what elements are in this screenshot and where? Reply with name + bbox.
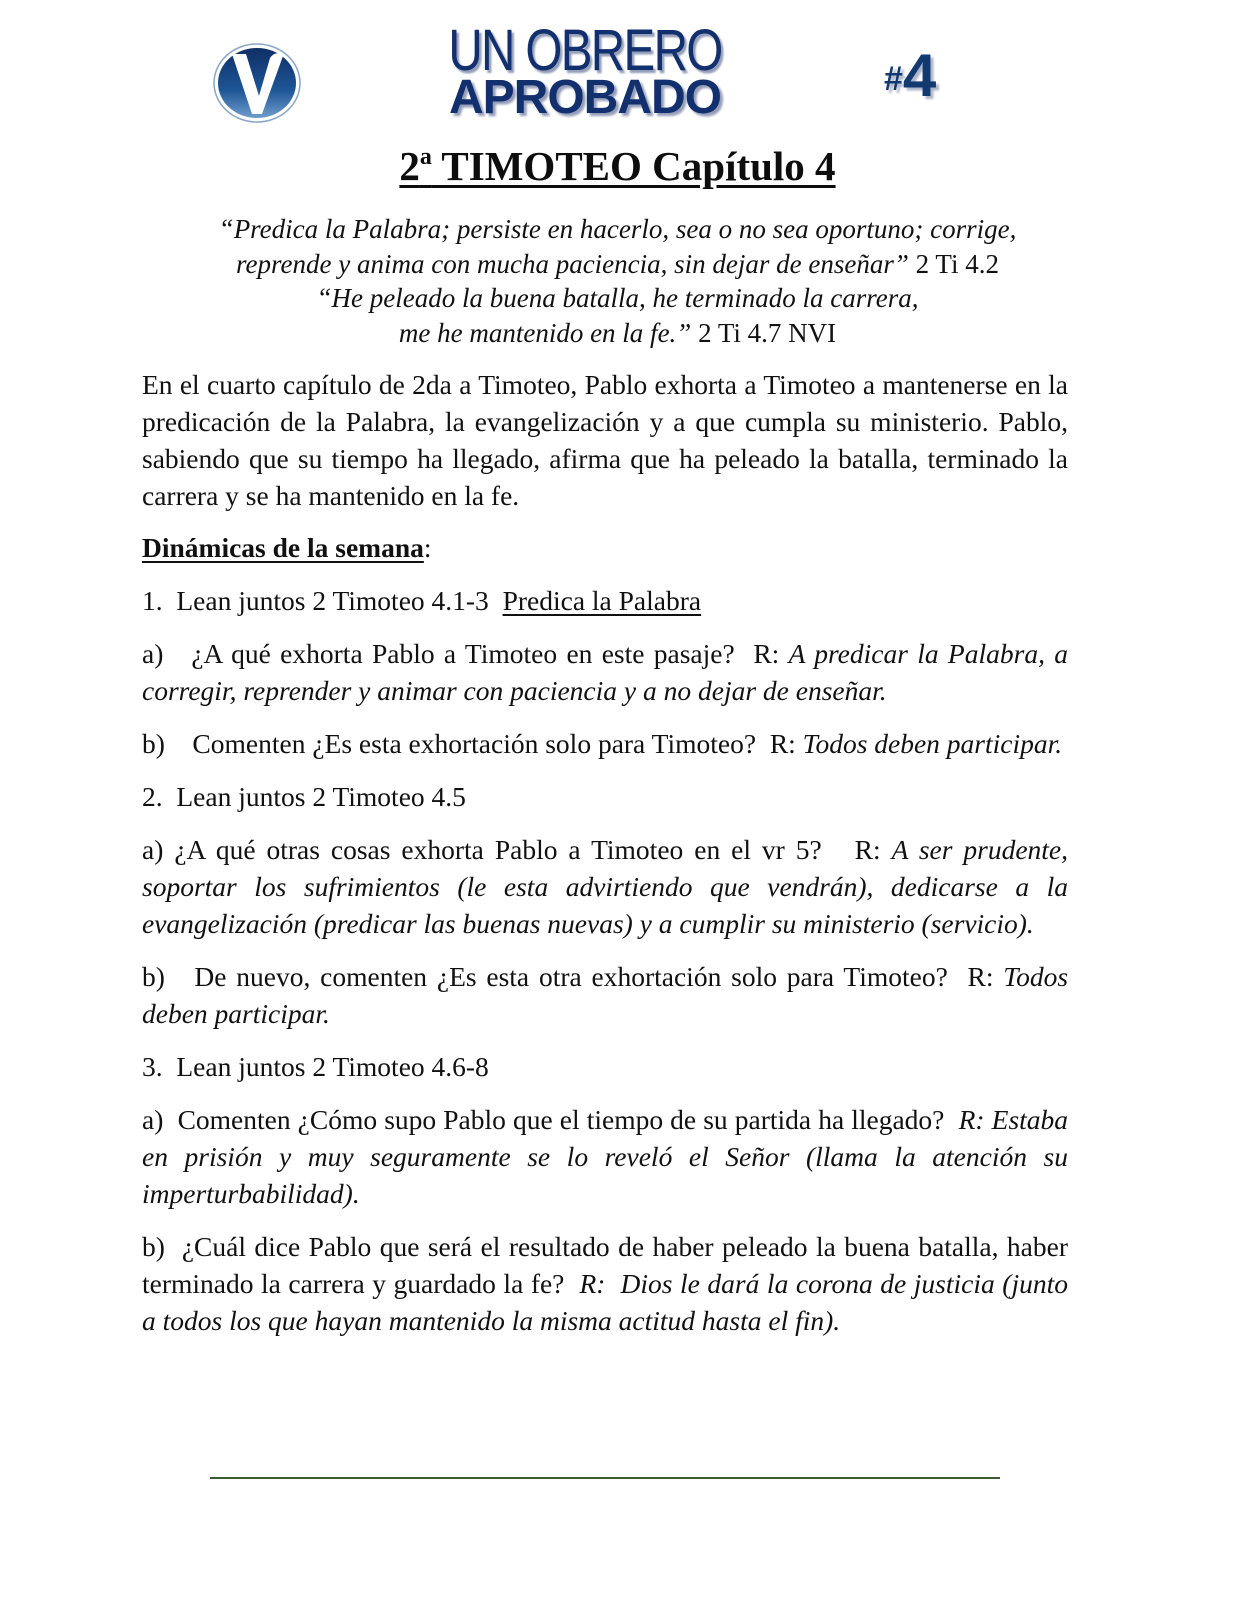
question-2b: [142, 958, 1068, 1032]
answer-text: A predicar la Palabra, a corregir, reprender y animar con paciencia y a no dejar de enseñar.: [142, 638, 1069, 706]
section-reading: Lean juntos 2 Timoteo 4.6-8: [176, 1051, 489, 1082]
question-text: Comenten ¿Cómo supo Pablo que el tiempo de su partida ha llegado?: [177, 1104, 945, 1135]
answer-text: Dios le dará la corona de justicia (junto a todos los que hayan mantenido la misma actitud hasta el fin).: [142, 1268, 1068, 1336]
answer-text: Estaba en prisión y muy seguramente se lo reveló el Señor (llama la atención su imperturbabilidad).: [142, 1104, 1069, 1209]
question-text: De nuevo, comenten ¿Es esta otra exhortación solo para Timoteo?: [194, 961, 948, 992]
answer-label: R:: [579, 1268, 606, 1299]
quote-line-2-text: reprende y anima con mucha paciencia, sin dejar de enseñar”: [236, 248, 909, 279]
brand-line-1: UN OBRERO: [448, 18, 722, 83]
title-ordinal: 2: [399, 143, 420, 189]
document-body: [142, 366, 1068, 1355]
question-3a: [142, 1101, 1068, 1212]
title-ordinal-sup: a: [419, 144, 432, 170]
question-text: Comenten ¿Es esta exhortación solo para Timoteo?: [192, 728, 757, 759]
answer-text: Todos deben participar.: [802, 728, 1063, 759]
title-rest: TIMOTEO Capítulo 4: [431, 143, 836, 189]
answer-label: R:: [769, 728, 796, 759]
answer-text: Todos deben participar.: [142, 961, 1069, 1029]
issue-number: 4: [902, 42, 937, 109]
quote-ref-1: 2 Ti 4.2: [908, 248, 999, 279]
question-label: a): [142, 638, 164, 669]
quote-line-4-text: me he mantenido en la fe.”: [398, 317, 692, 348]
quote-ref-2: 2 Ti 4.7 NVI: [691, 317, 837, 348]
quote-line-4: [0, 316, 1235, 351]
section-2-heading: [142, 778, 1068, 815]
question-text: ¿Cuál dice Pablo que será el resultado de haber peleado la buena batalla, haber terminado la carrera y guardado la fe?: [142, 1231, 1068, 1299]
page-title: [0, 142, 1235, 190]
question-label: b): [142, 1231, 165, 1262]
question-2a: [142, 831, 1068, 942]
quote-line-3: “He peleado la buena batalla, he terminado la carrera,: [316, 283, 919, 313]
dynamics-heading-text: Dinámicas de la semana: [142, 532, 424, 563]
answer-label: R:: [854, 834, 881, 865]
epigraph-quote: [0, 212, 1235, 350]
section-1-heading: [142, 582, 1068, 619]
question-label: b): [142, 961, 165, 992]
answer-label: R:: [958, 1104, 985, 1135]
dynamics-heading-colon: :: [423, 532, 432, 563]
question-text: ¿A qué otras cosas exhorta Pablo a Timoteo en el vr 5?: [174, 834, 822, 865]
question-1b: [142, 725, 1068, 762]
question-3b: [142, 1228, 1068, 1339]
answer-label: R:: [753, 638, 780, 669]
brand-wordmark: [400, 18, 770, 124]
question-label: a): [142, 1104, 164, 1135]
section-number: 1.: [142, 585, 163, 616]
section-reading: Lean juntos 2 Timoteo 4.1-3: [176, 585, 489, 616]
issue-number-badge: [884, 42, 937, 109]
section-number: 3.: [142, 1051, 163, 1082]
quote-line-1: “Predica la Palabra; persiste en hacerlo, sea o no sea oportuno; corrige,: [218, 214, 1017, 244]
question-1a: [142, 635, 1068, 709]
question-label: b): [142, 728, 165, 759]
section-reading: Lean juntos 2 Timoteo 4.5: [176, 781, 466, 812]
footer-divider: [210, 1477, 1000, 1479]
quote-line-2: [0, 247, 1235, 282]
question-text: ¿A qué exhorta Pablo a Timoteo en este pasaje?: [191, 638, 735, 669]
v-emblem-icon: [212, 42, 302, 124]
intro-paragraph: En el cuarto capítulo de 2da a Timoteo, Pablo exhorta a Timoteo a mantenerse en la predicación de la Palabra, la evangelización y a que cumpla su ministerio. Pablo, sabiendo que su tiempo ha llegado, afirma que ha peleado la batalla, terminado la carrera y se ha mantenido en la fe.: [142, 369, 1068, 511]
section-number: 2.: [142, 781, 163, 812]
answer-text: A ser prudente, soportar los sufrimientos (le esta advirtiendo que vendrán), dedicarse a la evangelización (predicar las buenas nuevas) y a cumplir su ministerio (servicio).: [142, 834, 1069, 939]
answer-label: R:: [967, 961, 994, 992]
issue-hash: #: [884, 60, 903, 98]
question-label: a): [142, 834, 164, 865]
dynamics-heading: [142, 529, 1068, 566]
section-subtitle: Predica la Palabra: [502, 585, 702, 616]
section-3-heading: [142, 1048, 1068, 1085]
brand-line-2: APROBADO: [448, 71, 721, 124]
